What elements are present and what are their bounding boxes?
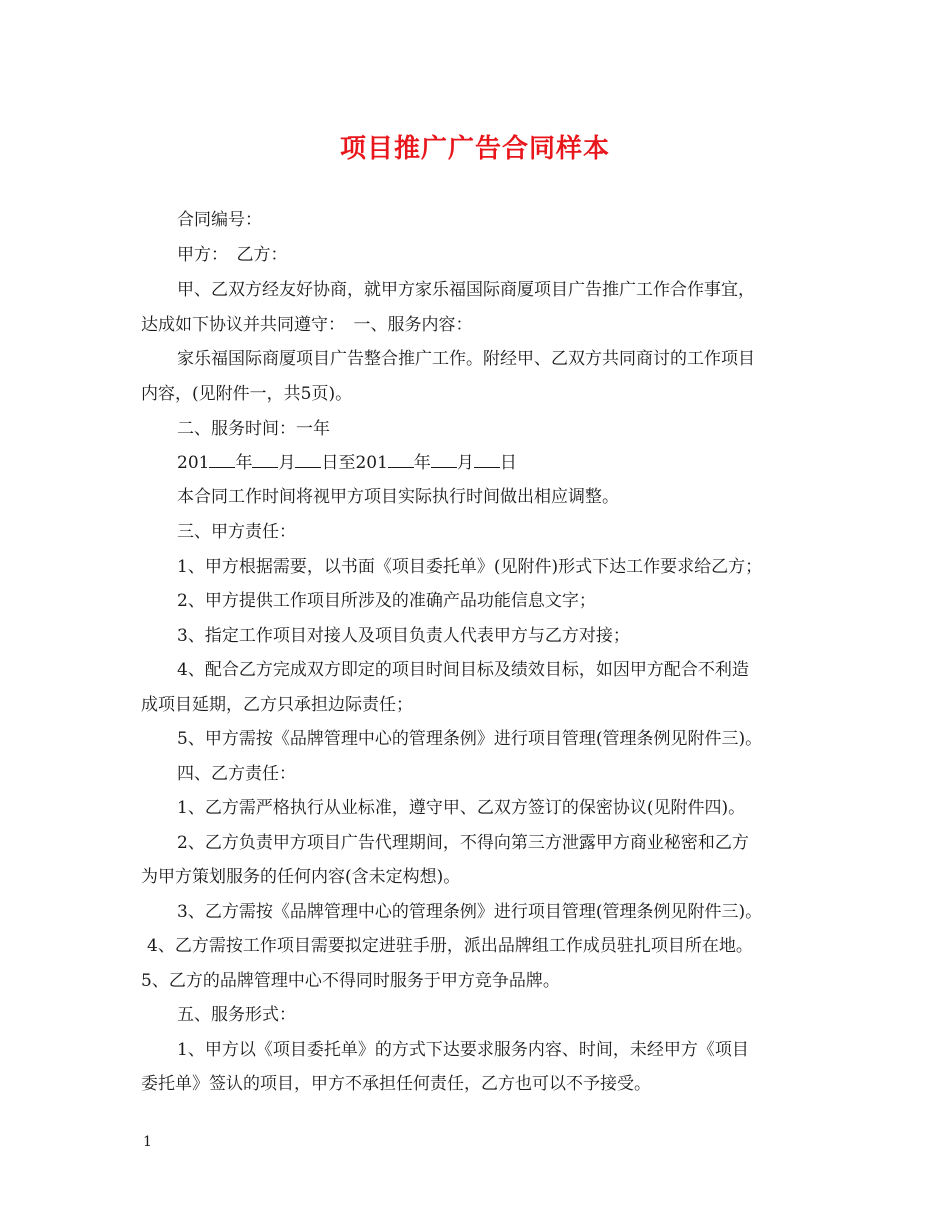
party-b-item-3: 3、乙方需按《品牌管理中心的管理条例》进行项目管理(管理条例见附件三)。 [177,902,763,922]
parties-line: 甲方： 乙方： [177,245,288,265]
page-number: 1 [143,1134,152,1150]
service-content-line-2: 内容，(见附件一，共5页)。 [141,384,353,404]
blank-line [474,452,500,468]
intro-paragraph-line-2: 达成如下协议并共同遵守： 一、服务内容： [141,315,473,335]
contract-number-label: 合同编号： [177,210,262,230]
date-text: 201 [177,453,210,473]
service-form-heading: 五、服务形式： [177,1005,296,1025]
party-b-item-2-line-1: 2、乙方负责甲方项目广告代理期间，不得向第三方泄露甲方商业秘密和乙方 [177,833,749,853]
service-time-note: 本合同工作时间将视甲方项目实际执行时间做出相应调整。 [177,487,619,507]
party-a-item-3: 3、指定工作项目对接人及项目负责人代表甲方与乙方对接； [177,626,630,646]
blank-line [252,452,278,468]
party-a-item-5: 5、甲方需按《品牌管理中心的管理条例》进行项目管理(管理条例见附件三)。 [177,729,763,749]
date-text: 月 [456,453,474,473]
blank-line [209,452,235,468]
blank-line [388,452,414,468]
date-range-line [177,452,517,474]
service-content-line-1: 家乐福国际商厦项目广告整合推广工作。附经甲、乙双方共同商讨的工作项目 [177,349,755,369]
service-form-item-1-line-1: 1、甲方以《项目委托单》的方式下达要求服务内容、时间，未经甲方《项目 [177,1040,749,1060]
party-a-item-1: 1、甲方根据需要，以书面《项目委托单》(见附件)形式下达工作要求给乙方； [177,557,763,577]
party-b-item-1: 1、乙方需严格执行从业标准，遵守甲、乙双方签订的保密协议(见附件四)。 [177,798,746,818]
party-a-item-2: 2、甲方提供工作项目所涉及的准确产品功能信息文字； [177,591,596,611]
date-text: 日至201 [321,453,388,473]
intro-paragraph-line-1: 甲、乙双方经友好协商，就甲方家乐福国际商厦项目广告推广工作合作事宜， [177,280,755,300]
party-b-item-5: 5、乙方的品牌管理中心不得同时服务于甲方竞争品牌。 [141,971,560,991]
date-text: 日 [499,453,517,473]
service-form-item-1-line-2: 委托单》签认的项目，甲方不承担任何责任，乙方也可以不予接受。 [141,1074,651,1094]
party-a-item-4-line-1: 4、配合乙方完成双方即定的项目时间目标及绩效目标，如因甲方配合不利造 [177,660,749,680]
document-title: 项目推广广告合同样本 [339,134,610,164]
party-a-heading: 三、甲方责任： [177,522,296,542]
blank-line [431,452,457,468]
date-text: 年 [413,453,431,473]
party-a-item-4-line-2: 成项目延期，乙方只承担边际责任； [141,695,413,715]
party-b-heading: 四、乙方责任： [177,764,296,784]
service-time-heading: 二、服务时间：一年 [177,419,330,439]
date-text: 月 [278,453,296,473]
party-b-item-2-line-2: 为甲方策划服务的任何内容(含未定构想)。 [141,867,461,887]
blank-line [295,452,321,468]
party-b-item-4: 4、乙方需按工作项目需要拟定进驻手册，派出品牌组工作成员驻扎项目所在地。 [147,936,753,956]
date-text: 年 [235,453,253,473]
